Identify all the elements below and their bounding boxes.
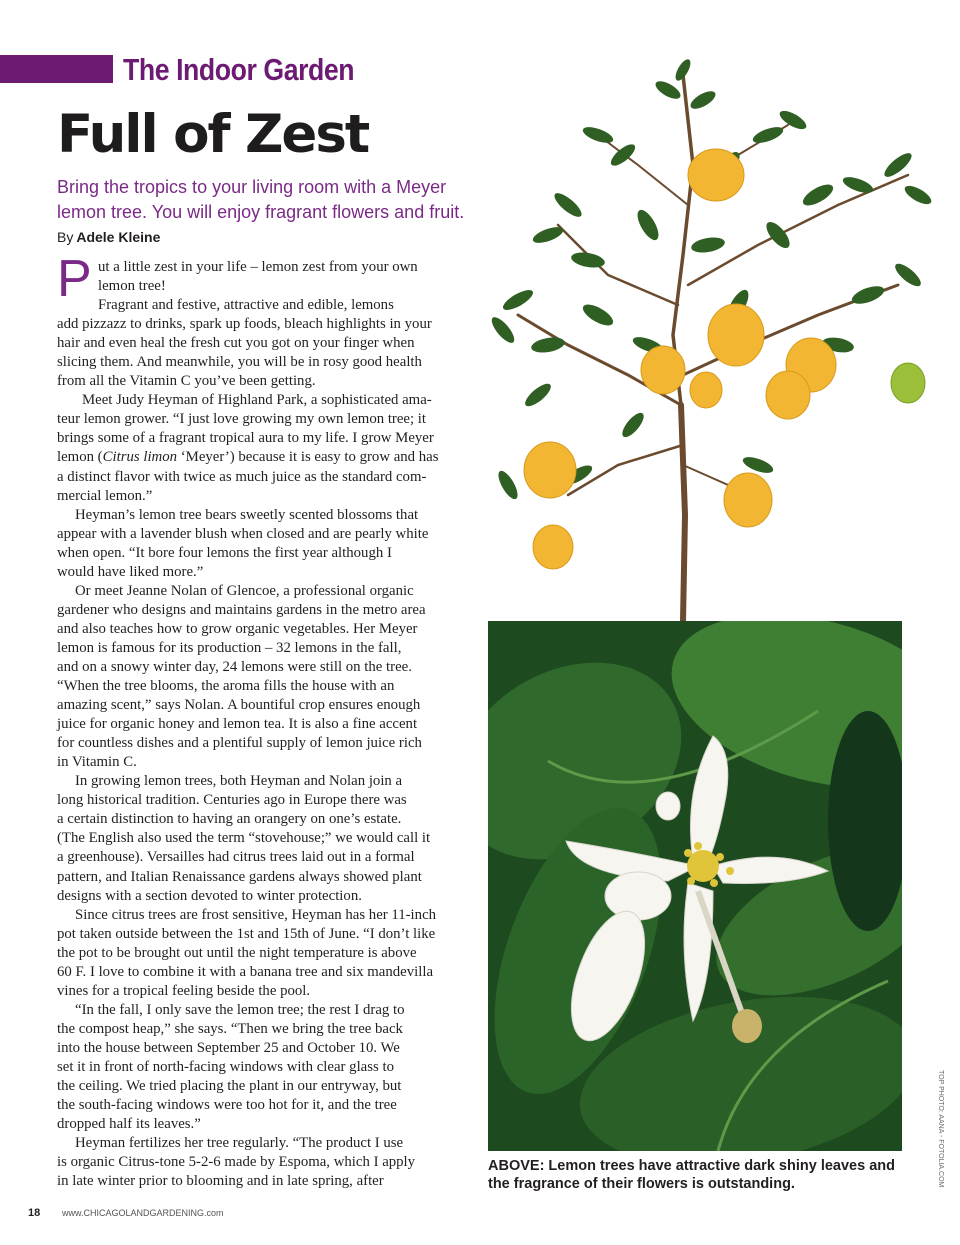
photo-credit-text: TOP PHOTO: AANA - FOTOLIA.COM [937,1070,944,1188]
body-line: the pot to be brought out until the night temperature is above [57,944,417,961]
byline-prefix: By [57,229,74,245]
body-line: and on a snowy winter day, 24 lemons were still on the tree. [57,658,412,675]
page-number: 18 [28,1207,41,1219]
body-line: Fragrant and festive, attractive and edible, lemons [98,297,394,314]
body-line: vines for a tropical feeling beside the pool. [57,982,311,999]
body-line: Heyman’s lemon tree bears sweetly scented blossoms that [75,506,419,523]
body-line: brings some of a fragrant tropical aura to my life. I grow Meyer [57,430,434,447]
body-line: hair and even heal the fresh cut you got on your finger when [57,335,415,352]
body-line: add pizzazz to drinks, spark up foods, bleach highlights in your [57,316,432,333]
caption-line: the fragrance of their flowers is outstanding. [488,1176,795,1192]
body-line: “When the tree blooms, the aroma fills the house with an [57,678,395,695]
body-line: Heyman fertilizes her tree regularly. “The product I use [75,1135,404,1152]
photo-caption [488,1157,908,1193]
body-line: into the house between September 25 and October 10. We [57,1039,400,1056]
body-line: mercial lemon.” [57,487,153,504]
deck-line: lemon tree. You will enjoy fragrant flowers and fruit. [57,202,465,222]
article-headline: Full of Zest [57,104,369,165]
body-line: the south-facing windows were too hot for it, and the tree [57,1097,397,1114]
body-line: slicing them. And meanwhile, you will be in rosy good health [57,354,422,371]
body-line: Or meet Jeanne Nolan of Glencoe, a professional organic [75,582,414,599]
body-line: long historical tradition. Centuries ago in Europe there was [57,792,407,809]
body-line [57,448,477,467]
body-line: and also teaches how to grow organic vegetables. Her Meyer [57,620,418,637]
section-color-bar [0,55,113,83]
author-name: Adele Kleine [76,229,161,245]
body-line: in Vitamin C. [57,754,137,771]
body-line: teur lemon grower. “I just love growing my own lemon tree; it [57,411,427,428]
byline [57,229,160,245]
body-line: In growing lemon trees, both Heyman and Nolan join a [75,773,403,790]
body-line: gardener who designs and maintains gardens in the metro area [57,601,426,618]
body-line: in late winter prior to blooming and in late spring, after [57,1173,384,1190]
body-line: amazing scent,” says Nolan. A bountiful crop ensures enough [57,697,421,714]
body-line: a distinct flavor with twice as much juice as the standard com- [57,468,427,485]
body-line: dropped half its leaves.” [57,1116,201,1133]
body-line: set it in front of north-facing windows with clear glass to [57,1058,394,1075]
drop-cap: P [57,250,92,308]
body-line: is organic Citrus-tone 5-2-6 made by Espoma, which I apply [57,1154,416,1171]
body-line: for countless dishes and a plentiful supply of lemon juice rich [57,735,422,752]
body-line: 60 F. I love to combine it with a banana tree and six mandevilla [57,963,434,980]
body-line: the compost heap,” she says. “Then we bring the tree back [57,1020,403,1037]
body-line: Meet Judy Heyman of Highland Park, a sophisticated ama- [82,392,432,409]
section-title: The Indoor Garden [123,52,355,87]
body-line: pot taken outside between the 1st and 15th of June. “I don’t like [57,925,436,942]
footer-url[interactable]: www.CHICAGOLANDGARDENING.com [62,1208,224,1218]
body-line: designs with a section devoted to winter protection. [57,887,362,904]
body-line: lemon tree! [98,278,166,295]
body-line: “In the fall, I only save the lemon tree; the rest I drag to [75,1001,405,1018]
body-text-run: lemon ( [57,449,103,466]
article-body [57,258,477,1191]
body-line: juice for organic honey and lemon tea. It is also a fine accent [57,716,418,733]
body-line: ut a little zest in your life – lemon zest from your own [98,259,418,275]
body-line: when open. “It bore four lemons the first year although I [57,544,392,561]
lemon-blossom-photo [488,621,902,1151]
article-deck [57,175,497,225]
photo-credit [934,1070,946,1190]
body-line: appear with a lavender blush when closed and are pearly white [57,525,429,542]
body-line: would have liked more.” [57,563,204,580]
body-line: Since citrus trees are frost sensitive, Heyman has her 11-inch [75,906,437,923]
body-line: the ceiling. We tried placing the plant in our entryway, but [57,1078,402,1095]
body-line: a certain distinction to having an orangery on one’s estate. [57,811,402,828]
caption-line: ABOVE: Lemon trees have attractive dark shiny leaves and [488,1158,895,1174]
deck-line: Bring the tropics to your living room with a Meyer [57,177,447,197]
body-line: lemon is famous for its production – 32 lemons in the fall, [57,639,402,656]
body-line: pattern, and Italian Renaissance gardens always showed plant [57,868,422,885]
lemon-tree-photo [478,45,960,621]
botanical-name: Citrus limon [102,449,178,466]
body-line: from all the Vitamin C you’ve been getting. [57,373,316,390]
body-text-run: ‘Meyer’) because it is easy to grow and has [177,449,439,466]
body-line: a greenhouse). Versailles had citrus trees laid out in a formal [57,849,415,866]
body-line: (The English also used the term “stovehouse;” we would call it [57,830,431,847]
